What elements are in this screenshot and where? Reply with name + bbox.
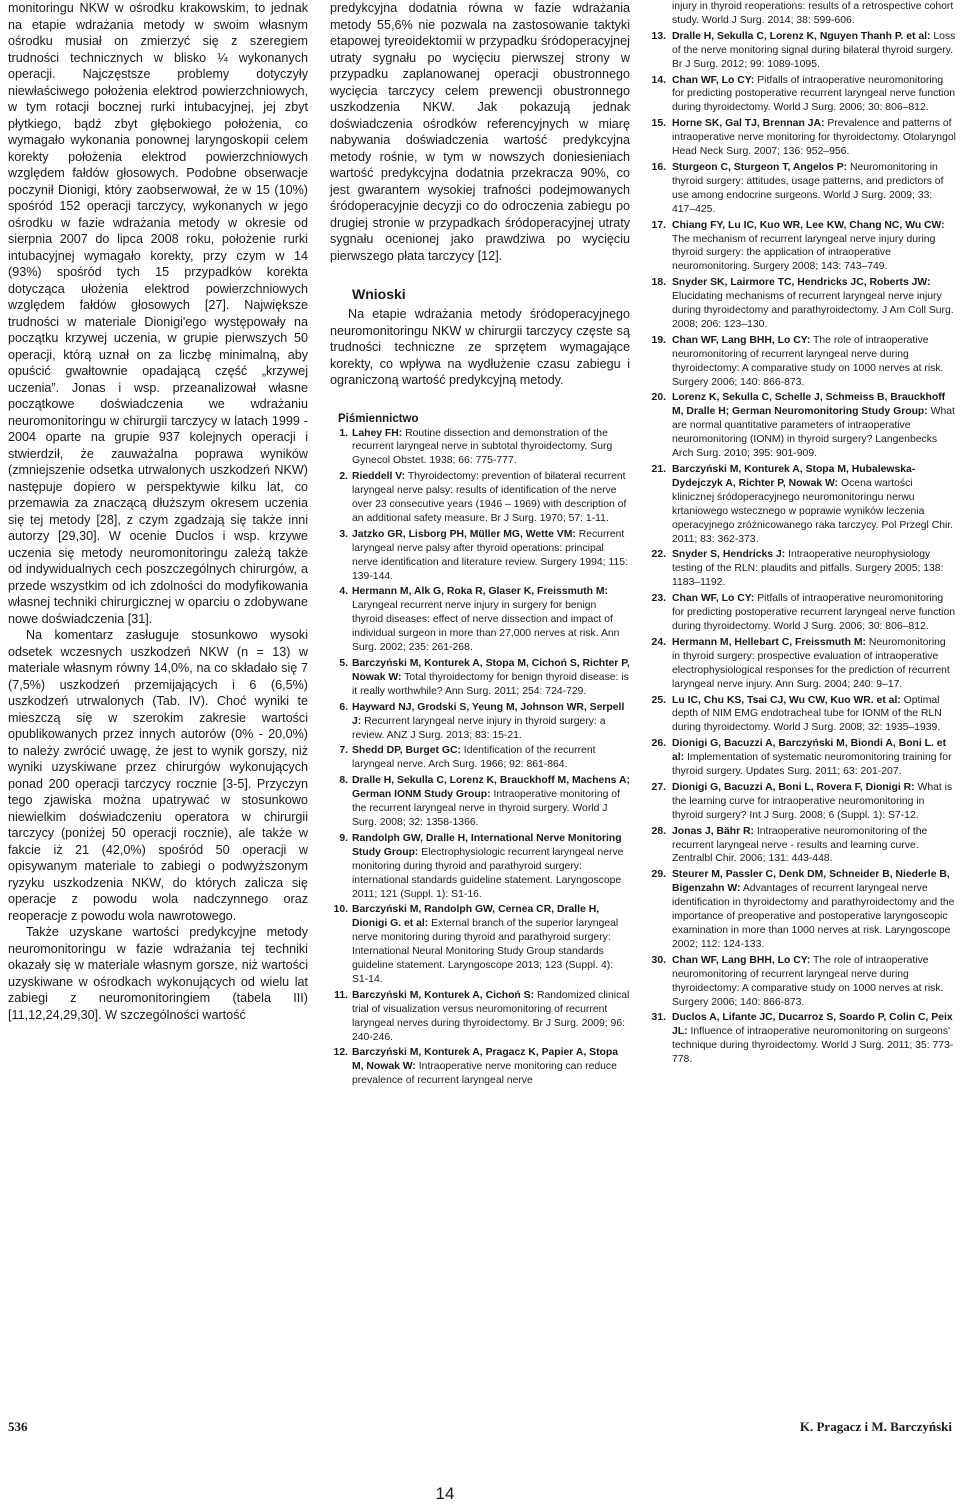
reference-authors: Dionigi G, Bacuzzi A, Boni L, Rovera F, Dionigi R: [672, 781, 915, 793]
reference-item [648, 592, 956, 634]
references-heading: Piśmiennictwo [338, 412, 419, 425]
journal-page-number: 536 [8, 1419, 28, 1434]
reference-number: 17. [651, 219, 666, 231]
reference-text: Loss of the nerve monitoring signal during bilateral thyroid surgery. Br J Surg. 2012; 99: 1089-1095. [672, 30, 956, 70]
reference-authors: Dralle H, Sekulla C, Lorenz K, Nguyen Thanh P. et al: [672, 30, 931, 42]
reference-item [330, 657, 630, 699]
reference-item [648, 391, 956, 461]
reference-authors: Steurer M, Passler C, Denk DM, Schneider B, Niederle B, Bigenzahn W: [672, 869, 950, 895]
reference-item [648, 334, 956, 390]
reference-list [330, 427, 630, 1089]
reference-text: Routine dissection and demonstration of the recurrent laryngeal nerve in subtotal thyroidectomy. Surg Gynecol Obstet. 1938; 66: 775-777. [352, 427, 613, 467]
reference-authors: Chan WF, Lo CY: [672, 74, 755, 86]
reference-authors: Shedd DP, Burget GC: [352, 745, 461, 757]
reference-item [330, 470, 630, 526]
reference-authors: Jonas J, Bähr R: [672, 825, 754, 837]
reference-item [648, 219, 956, 275]
reference-number: 29. [651, 869, 666, 881]
reference-authors: Rieddell V: [352, 471, 406, 483]
reference-authors: Chiang FY, Lu IC, Kuo WR, Lee KW, Chang NC, Wu CW: [672, 219, 945, 231]
reference-authors: Snyder SK, Lairmore TC, Hendricks JC, Roberts JW: [672, 277, 931, 289]
reference-number: 11. [334, 989, 348, 1001]
reference-text: What are normal quantitative parameters of intraoperative neuromonitoring (IONM) in thyroid surgery? Langenbecks Arch Surg. 2010; 395: 901-909. [672, 406, 955, 460]
reference-item [330, 427, 630, 469]
document-page-number: 14 [435, 1484, 455, 1503]
reference-number: 23. [651, 593, 666, 605]
reference-number: 27. [651, 781, 666, 793]
paragraph: Także uzyskane wartości predykcyjne metody neuromonitoringu w fazie wdrażania tej techniki okazały się w materiale własnym gorsze, niż wartości uzyskiwane w ośrodkach wykonujących od wielu lat zabiegi z neuromonitoringiem (tabela III) [11,12,24,29,30]. W szczególności wartość [8, 925, 308, 1022]
left-text-column [8, 0, 308, 1023]
reference-authors: Barczyński M, Konturek A, Cichoń S: [352, 989, 535, 1001]
reference-text: Elucidating mechanisms of recurrent laryngeal nerve injury during thyroidectomy and parathyroidectomy. J Am Coll Surg. 2008; 206: 123–130. [672, 291, 954, 330]
reference-authors: Hayward NJ, Grodski S, Yeung M, Johnson WR, Serpell J: [352, 701, 625, 727]
reference-authors: Randolph GW, Dralle H, International Nerve Monitoring Study Group: [352, 832, 622, 858]
reference-item [648, 30, 956, 72]
reference-text: Influence of intraoperative neuromonitoring on surgeons' technique during thyroidectomy. World J Surg. 2011; 35: 773-778. [672, 1026, 954, 1066]
reference-text: The role of intraoperative neuromonitoring of recurrent laryngeal nerve during thyroidectomy: A comparative study on 1000 nerves at risk. Surgery 2006; 140: 866-873. [672, 954, 944, 1008]
reference-item [330, 832, 630, 902]
reference-text: Ocena wartości klinicznej śródoperacyjnego neuromonitoringu nerwu krtaniowego wstecznego w poprawie wyników leczenia operacyjnego zróżnicowanego raka tarczycy. Pol Przegl Chir. 2011; 83: 362-373. [672, 477, 954, 545]
reference-authors: Lahey FH: [352, 427, 403, 439]
reference-number: 15. [651, 118, 666, 130]
reference-item [648, 694, 956, 736]
reference-text: Recurrent laryngeal nerve palsy after thyroid operations: principal nerve identification and literature review. Surgery 1994; 115: 139-144. [352, 528, 628, 582]
reference-text: The role of intraoperative neuromonitoring of recurrent laryngeal nerve during thyroidectomy: A comparative study on 1000 nerves at risk. Surgery 2006; 140: 866-873. [672, 334, 944, 388]
reference-text: Neuromonitoring in thyroid surgery: attitudes, usage patterns, and predictors of use among endocrine surgeons. World J Surg. 2009; 33: 417–425. [672, 161, 944, 215]
reference-number: 2. [339, 471, 348, 483]
reference-number: 14. [651, 74, 666, 86]
reference-number: 26. [651, 738, 666, 750]
reference-number: 24. [651, 636, 666, 648]
reference-number: 19. [651, 334, 666, 346]
reference-text: Prevalence and patterns of intraoperative nerve monitoring for thyroidectomy. Otolaryngol Head Neck Surg. 2007; 136: 952–956. [672, 118, 956, 158]
reference-text: External branch of the superior laryngeal nerve monitoring during thyroid and parathyroid surgery: International Neural Monitoring Study Group standards guideline statement. Laryngoscope 2013; 123 (Suppl. 4): S1-14. [352, 918, 619, 985]
reference-authors: Duclos A, Lifante JC, Ducarroz S, Soardo P, Colin C, Peix JL: [672, 1012, 953, 1038]
reference-text: Neuromonitoring in thyroid surgery: prospective evaluation of intraoperative electrophysiological responses for the prediction of recurrent laryngeal nerve injury. Ann Surg. 2004; 240: 9–17. [672, 636, 950, 690]
reference-number: 4. [339, 586, 348, 598]
reference-item [330, 1046, 630, 1088]
reference-text: Intraoperative neuromonitoring of the recurrent laryngeal nerve - results and learning curve. Zentralbl Chir. 2006; 131: 443-448. [672, 825, 928, 865]
reference-item [330, 903, 630, 986]
reference-authors: Hermann M, Alk G, Roka R, Glaser K, Freissmuth M: [352, 586, 608, 598]
reference-item [330, 989, 630, 1045]
reference-item [648, 1011, 956, 1067]
reference-item [648, 463, 956, 546]
reference-authors: Barczyński M, Konturek A, Stopa M, Hubalewska-Dydejczyk A, Richter P, Nowak W: [672, 464, 916, 489]
reference-text: Optimal depth of NIM EMG endotracheal tube for IONM of the RLN during thyroidectomy. World J Surg. 2008; 32: 1935–1939. [672, 694, 942, 734]
reference-list-continued [648, 0, 956, 1067]
reference-number: 6. [339, 701, 348, 713]
reference-number: 21. [651, 464, 666, 475]
reference-number: 20. [651, 392, 666, 404]
reference-text: Pitfalls of intraoperative neuromonitoring for predicting postoperative recurrent laryngeal nerve function during thyroidectomy. World J Surg. 2006; 30: 806–812. [672, 593, 956, 632]
reference-text: Identification of the recurrent laryngeal nerve. Arch Surg. 1966; 92: 861-864. [352, 745, 596, 771]
reference-authors: Jatzko GR, Lisborg PH, Müller MG, Wette VM: [352, 528, 576, 540]
reference-authors: Barczyński M, Konturek A, Pragacz K, Papier A, Stopa M, Nowak W: [352, 1047, 618, 1073]
conclusions-paragraph: Na etapie wdrażania metody śródoperacyjnego neuromonitoringu NKW w chirurgii tarczycy częste są trudności techniczne ze sprzętem wymagające korekty, co wpływa na wydłużenie czasu zabiegu i ograniczoną wartość predykcyjną metody. [330, 307, 630, 387]
paragraph: Na komentarz zasługuje stosunkowo wysoki odsetek wczesnych uszkodzeń NKW (n = 13) w materiale własnym równy 14,0%, na co składało się 7 (7,5%) uszkodzeń przemijających i 6 (6,5%) uszkodzeń utrwalonych (Tab. IV). Choć wyniki te mieszczą się w szerokim zakresie wartości opublikowanych przez innych autorów (0% - 20,0%) to należy zwrócić uwagę, że jest to wynik gorszy, niż wyniki uzyskiwane przez chirurgów wykonujących ponad 200 operacji tarczycy rocznie [3-5]. Przyczyn tego zjawiska można upatrywać w stosunkowo niewielkim doświadczeniu operatora w chirurgii tarczycy (poniżej 50 operacji rocznie), ale także w fakcie iż 21 (42,0%) spośród 50 operacji w opisywanym materiale to zabiegi o podwyższonym ryzyku uszkodzenia NKW, do których zalicza się operacje z powodu wola nadczynnego oraz reoperacje z powodu wola nawrotowego. [8, 628, 308, 923]
reference-item [648, 636, 956, 692]
reference-number: 5. [339, 658, 348, 669]
reference-number: 28. [651, 825, 666, 837]
reference-item [330, 528, 630, 584]
reference-number: 8. [339, 775, 348, 787]
reference-number: 31. [651, 1012, 666, 1024]
reference-authors: Chan WF, Lang BHH, Lo CY: [672, 954, 811, 966]
section-heading-conclusions: Wnioski [352, 286, 406, 302]
reference-number: 18. [651, 277, 666, 289]
paragraph: predykcyjna dodatnia równa w fazie wdrażania metody 55,6% nie pozwala na zastosowanie taktyki etapowej tyreoidektomii w przypadku śródoperacyjnej utraty sygnału po wycięciu pierwszej strony w przypadku zaplanowanej operacji obustronnego wycięcia tarczycy celem prewencji obustronnego uszkodzenia NKW. Jak pokazują jednak doświadczenia ośrodków referencyjnych w miarę nabywania doświadczenia wartość predykcyjna metody rośnie, w tym w nowszych doniesieniach wartość predykcyjna dodatnia przekracza 90%, co jest gwarantem wysokiej trafności podejmowanych śródoperacyjnie decyzji co do odroczenia zabiegu po drugiej stronie w przypadkach śródoperacyjnej utraty sygnału ocenionej jako prawdziwa po wycięciu pierwszego płata tarczycy [12]. [330, 1, 630, 263]
reference-text: The mechanism of recurrent laryngeal nerve injury during thyroid surgery: the application of intraoperative neuromonitoring. Surgery 2008; 143: 743–749. [672, 233, 936, 273]
reference-item [330, 744, 630, 772]
paragraph: monitoringu NKW w ośrodku krakowskim, to jednak na etapie wdrażania metody w swoim własnym ośrodku musiał on zmierzyć się z szeregiem trudności technicznych w blisko ¼ wykonanych operacji. Najczęstsze problemy dotyczyły niewłaściwego położenia elektrod powierzchniowych, w tym rotacji bocznej rurki intubacyjnej, jej zbyt płytkiego, bądź zbyt głębokiego położenia, co wymagało wykonania ponownej laryngoskopii celem korekty położenia elektrod powierzchniowych względem fałdów głosowych. Podobne obserwacje poczynił Dionigi, który zaobserwował, że w 15 (10%) spośród 152 operacji tarczycy, wykonanych w jego ośrodku w fazie wdrażania metody w okresie od sierpnia 2007 do lipca 2008 roku, położenie rurki intubacyjnej wymagało korekty, przy czym w 14 (93%) spośród tych 15 przypadków korekta dotycząca ułożenia elektrod powierzchniowych względem fałdów głosowych [27]. Największe trudności w materiale Dionigi'ego występowały na początku krzywej uczenia, w grupie pierwszych 50 operacji, którą uznał on za liczbę minimalną, aby opuścić gwałtownie opadającą część „krzywej uczenia”. Jonas i wsp. przeanalizował własne początkowe doświadczenia we wdrażaniu neuromonitoringu w chirurgii tarczycy w latach 1999 - 2004 oparte na grupie 937 kolejnych operacji i stwierdził, że zauważalna poprawa wyników (zmniejszenie odsetka utrwalonych uszkodzeń NKW) następuje dopiero w perspektywie kilku lat, co przemawia za znaczącą dłuższym okresem uczenia się tej metody [28], z czym zgadzają się także inni autorzy [29,30]. W ocenie Duclos i wsp. krzywe uczenia się metody neuromonitoringu zależą także od indywidualnych cech poszczególnych chirurgów, a przede wszystkim od ich zdolności do modyfikowania własnej techniki chirurgicznej w oparciu o zdobywane nowe doświadczenia [31]. [8, 1, 308, 626]
reference-authors: Chan WF, Lang BHH, Lo CY: [672, 334, 811, 346]
reference-item [330, 701, 630, 743]
reference-number: 16. [651, 161, 666, 173]
reference-number: 9. [339, 832, 348, 844]
reference-item [648, 276, 956, 332]
reference-item [330, 585, 630, 655]
reference-text: Advantages of recurrent laryngeal nerve identification in thyroidectomy and parathyroidectomy and the importance of preoperative and postoperative laryngoscopic examination in more than 1000 nerves at risk. Laryngoscope 2002; 112: 124-133. [672, 883, 955, 950]
reference-item [648, 161, 956, 217]
reference-authors: Hermann M, Hellebart C, Freissmuth M: [672, 636, 866, 648]
reference-authors: Barczyński M, Konturek A, Stopa M, Cichoń S, Richter P, Nowak W: [352, 658, 630, 683]
reference-text: Implementation of systematic neuromonitoring training for thyroid surgery. Updates Surg. 2011; 63: 201-207. [672, 752, 952, 778]
right-reference-column [648, 0, 956, 1069]
reference-number: 12. [333, 1047, 348, 1059]
reference-item [648, 868, 956, 951]
reference-text: Electrophysiologic recurrent laryngeal nerve monitoring during thyroid and parathyroid surgery: international standards guideline statement. Laryngoscope 2011; 121 (Suppl. 1): S1-16. [352, 846, 624, 900]
running-footer-authors: K. Pragacz i M. Barczyński [799, 1419, 952, 1434]
reference-item [648, 825, 956, 867]
reference-authors: Barczyński M, Randolph GW, Cernea CR, Dralle H, Dionigi G. et al: [352, 904, 600, 930]
reference-number: 22. [651, 549, 666, 561]
reference-item [648, 74, 956, 116]
reference-text: Randomized clinical trial of visualization versus neuromonitoring of recurrent laryngeal nerves during thyroidectomy. Br J Surg. 2009; 96: 240-246. [352, 989, 630, 1043]
reference-number: 3. [339, 528, 348, 540]
reference-authors: Snyder S, Hendricks J: [672, 549, 786, 561]
reference-number: 7. [339, 745, 348, 757]
reference-text: Pitfalls of intraoperative neuromonitoring for predicting postoperative recurrent laryngeal nerve function during thyroidectomy. World J Surg. 2006; 30: 806–812. [672, 74, 956, 114]
reference-item [648, 954, 956, 1010]
reference-authors: Lu IC, Chu KS, Tsai CJ, Wu CW, Kuo WR. et al: [672, 694, 901, 706]
reference-text: Laryngeal recurrent nerve injury in surgery for benign thyroid diseases: effect of nerve dissection and impact of individual surgeon in more than 27,000 nerves at risk. Ann Surg. 2002; 235: 261-268. [352, 600, 620, 654]
reference-text: Intraoperative neurophysiology testing of the RLN: plaudits and pitfalls. Surgery 2005; 138: 1183–1192. [672, 549, 944, 589]
reference-authors: Horne SK, Gal TJ, Brennan JA: [672, 118, 825, 130]
reference-continuation: injury in thyroid reoperations: results of a retrospective cohort study. World J Surg. 2014; 38: 599-606. [672, 1, 954, 26]
reference-text: Thyroidectomy: prevention of bilateral recurrent laryngeal nerve palsy: results of identification of the nerve over 23 consecutive years (1946 – 1969) with description of an additional safety measure. Br J Surg. 1970; 57: 1-11. [352, 471, 627, 524]
reference-authors: Dionigi G, Bacuzzi A, Barczyński M, Biondi A, Boni L. et al: [672, 738, 947, 764]
reference-authors: Dralle H, Sekulla C, Lorenz K, Brauckhoff M, Machens A; German IONM Study Group: [352, 775, 630, 801]
reference-authors: Sturgeon C, Sturgeon T, Angelos P: [672, 161, 848, 173]
reference-authors: Chan WF, Lo CY: [672, 593, 755, 605]
reference-item [648, 737, 956, 779]
reference-text: Intraoperative nerve monitoring can reduce prevalence of recurrent laryngeal nerve [352, 1061, 617, 1087]
reference-authors: Lorenz K, Sekulla C, Schelle J, Schmeiss B, Brauckhoff M, Dralle H; German Neuromonitoring Study Group: [672, 392, 946, 418]
reference-text: Total thyroidectomy for benign thyroid disease: is it really worthwhile? Ann Surg. 2011; 254: 724-729. [352, 671, 629, 697]
reference-text: Intraoperative monitoring of the recurrent laryngeal nerve in thyroid surgery. World J Surg. 2008; 32: 1358-1366. [352, 789, 620, 828]
reference-item [648, 548, 956, 590]
reference-text: What is the learning curve for intraoperative neuromonitoring in thyroid surgery? Int J Surg. 2008; 6 (Suppl. 1): S7-12. [672, 781, 953, 821]
reference-item [648, 117, 956, 159]
reference-item [648, 781, 956, 823]
reference-item [330, 774, 630, 830]
reference-text: Recurrent laryngeal nerve injury in thyroid surgery: a review. ANZ J Surg. 2013; 83: 15-21. [352, 715, 606, 741]
reference-number: 13. [651, 30, 666, 42]
reference-number: 1. [339, 427, 348, 439]
reference-number: 25. [651, 694, 666, 706]
reference-number: 30. [651, 954, 666, 966]
reference-number: 10. [333, 904, 348, 916]
middle-text-column [330, 0, 630, 1090]
